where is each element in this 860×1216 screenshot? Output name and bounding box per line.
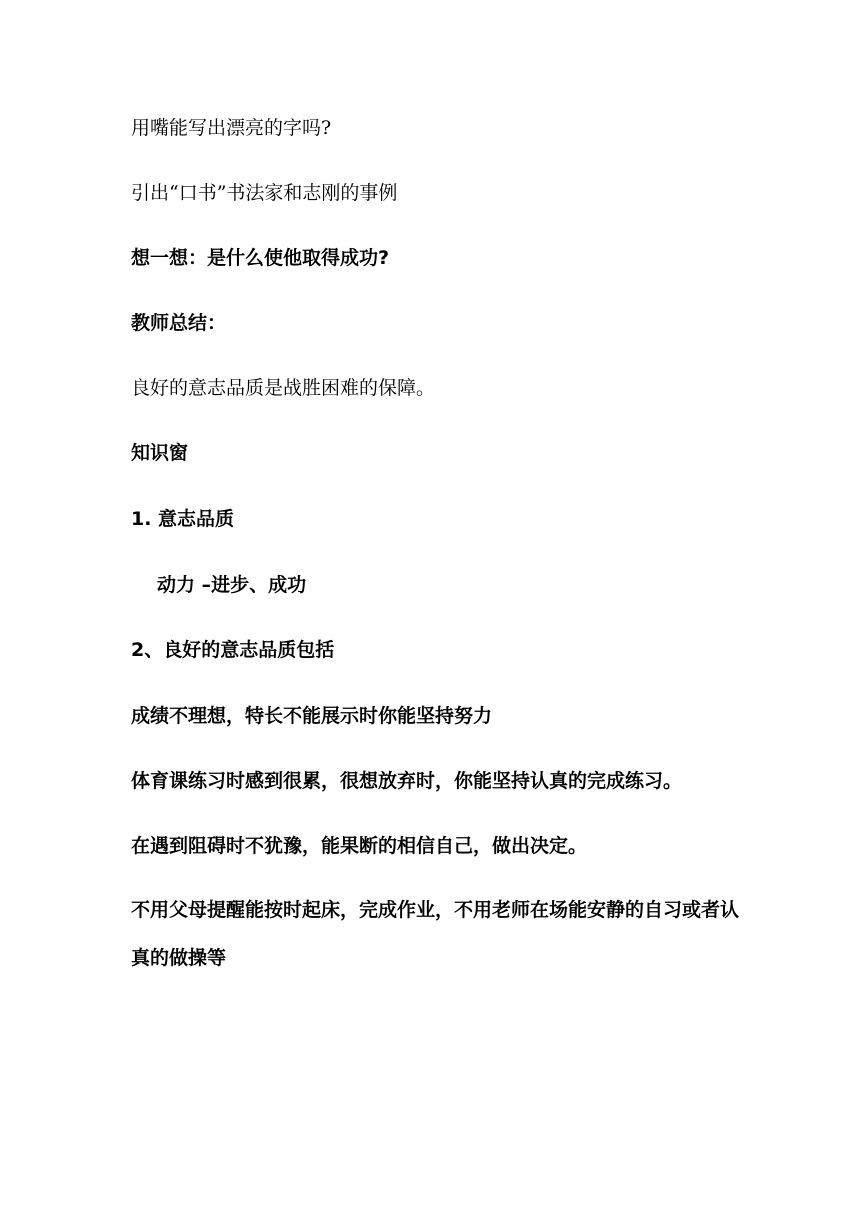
point-2-heading: 2、良好的意志品质包括	[131, 639, 335, 661]
teacher-summary-heading: 教师总结：	[131, 312, 227, 334]
summary-statement: 良好的意志品质是战胜困难的保障。	[131, 377, 436, 399]
point-1-heading: 1. 意志品质	[131, 508, 235, 530]
example-line-3: 在遇到阻碍时不犹豫，能果断的相信自己，做出决定。	[131, 835, 588, 857]
example-intro-line: 引出“口书”书法家和志刚的事例	[131, 182, 398, 204]
point-1-detail: 动力 –进步、成功	[157, 574, 307, 596]
example-line-2: 体育课练习时感到很累，很想放弃时，你能坚持认真的完成练习。	[131, 770, 683, 792]
example-line-1: 成绩不理想，特长不能展示时你能坚持努力	[131, 705, 493, 727]
think-question-line: 想一想：是什么使他取得成功?	[131, 247, 390, 269]
knowledge-window-heading: 知识窗	[131, 442, 189, 464]
question-line: 用嘴能写出漂亮的字吗?	[131, 117, 332, 139]
example-line-4: 不用父母提醒能按时起床，完成作业，不用老师在场能安静的自习或者认真的做操等	[131, 899, 740, 969]
